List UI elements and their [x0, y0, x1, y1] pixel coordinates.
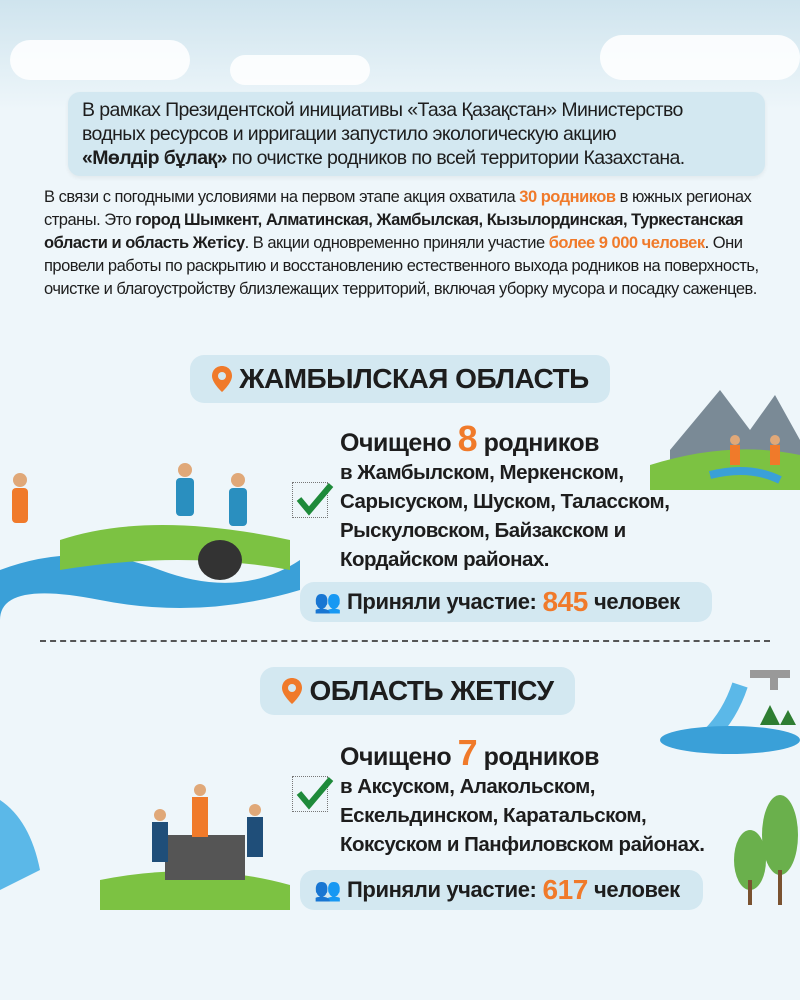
- district-line: Сарысуском, Шуском, Таласском,: [340, 490, 670, 513]
- section-divider: [40, 640, 770, 642]
- campaign-name: «Мөлдір бұлақ»: [82, 147, 227, 169]
- district-line: в Жамбылском, Меркенском,: [340, 461, 624, 484]
- water-station-illustration: [0, 780, 300, 910]
- district-line: Коксуском и Панфиловском районах.: [340, 833, 705, 856]
- section-details-zhetisu: Очищено 7 родников в Аксуском, Алакольском, Ескельдинском, Каратальском, Коксуском и Панфиловском районах.: [340, 738, 704, 859]
- cloud: [10, 40, 190, 80]
- district-line: в Аксуском, Алакольском,: [340, 775, 595, 798]
- summary-paragraph: В связи с погодными условиями на первом этапе акция охватила 30 родников в южных регионах страны. Это город Шымкент, Алматинская, Жамбылская, Кызылординская, Туркестанская области и область Жетісу. В акции одновременно приняли участие более 9 000 человек. Они провели работы по раскрытию и восстановлению естественного выхода родников на поверхность, очистке и благоустройству близлежащих территорий, включая уборку мусора и посадку саженцев.: [44, 188, 759, 298]
- checkmark-icon: [292, 776, 328, 812]
- volunteers-illustration: [0, 460, 300, 620]
- cloud: [600, 35, 800, 80]
- springs-count: 8: [457, 418, 478, 459]
- section-title-zhetisu: ОБЛАСТЬ ЖЕТІСУ: [260, 667, 575, 715]
- participants-total: более 9 000 человек: [548, 234, 705, 252]
- district-line: Рыскуловском, Байзакском и: [340, 519, 626, 542]
- location-pin-icon: [281, 677, 303, 705]
- springs-count: 7: [457, 732, 478, 773]
- intro-line: водных ресурсов и ирригации запустило экологическую акцию: [82, 123, 617, 145]
- people-group-icon: 👥: [314, 877, 341, 902]
- section-title-zhambyl: ЖАМБЫЛСКАЯ ОБЛАСТЬ: [190, 355, 610, 403]
- location-pin-icon: [211, 365, 233, 393]
- intro-line: по очистке родников по всей территории Казахстана.: [226, 147, 685, 169]
- mountains-illustration: [650, 380, 800, 490]
- intro-box: [68, 92, 765, 176]
- springs-total: 30 родников: [519, 188, 616, 206]
- trees-illustration: [730, 790, 800, 910]
- regions-list: город Шымкент, Алматинская, Жамбылская, Кызылординская, Туркестанская области и область Жетісу: [44, 211, 744, 252]
- district-line: Ескельдинском, Каратальском,: [340, 804, 647, 827]
- district-line: Кордайском районах.: [340, 548, 549, 571]
- participants-zhetisu: 👥 Приняли участие: 617 человек: [300, 870, 703, 910]
- section-details-zhambyl: Очищено 8 родников в Жамбылском, Меркенском, Сарысуском, Шуском, Таласском, Рыскуловском, Байзакском и Кордайском районах.: [340, 424, 669, 574]
- cloud: [230, 55, 370, 85]
- checkmark-icon: [292, 482, 328, 518]
- people-group-icon: 👥: [314, 589, 341, 614]
- intro-line: В рамках Президентской инициативы «Таза Қазақстан» Министерство: [82, 99, 683, 121]
- participants-zhambyl: 👥 Приняли участие: 845 человек: [300, 582, 712, 622]
